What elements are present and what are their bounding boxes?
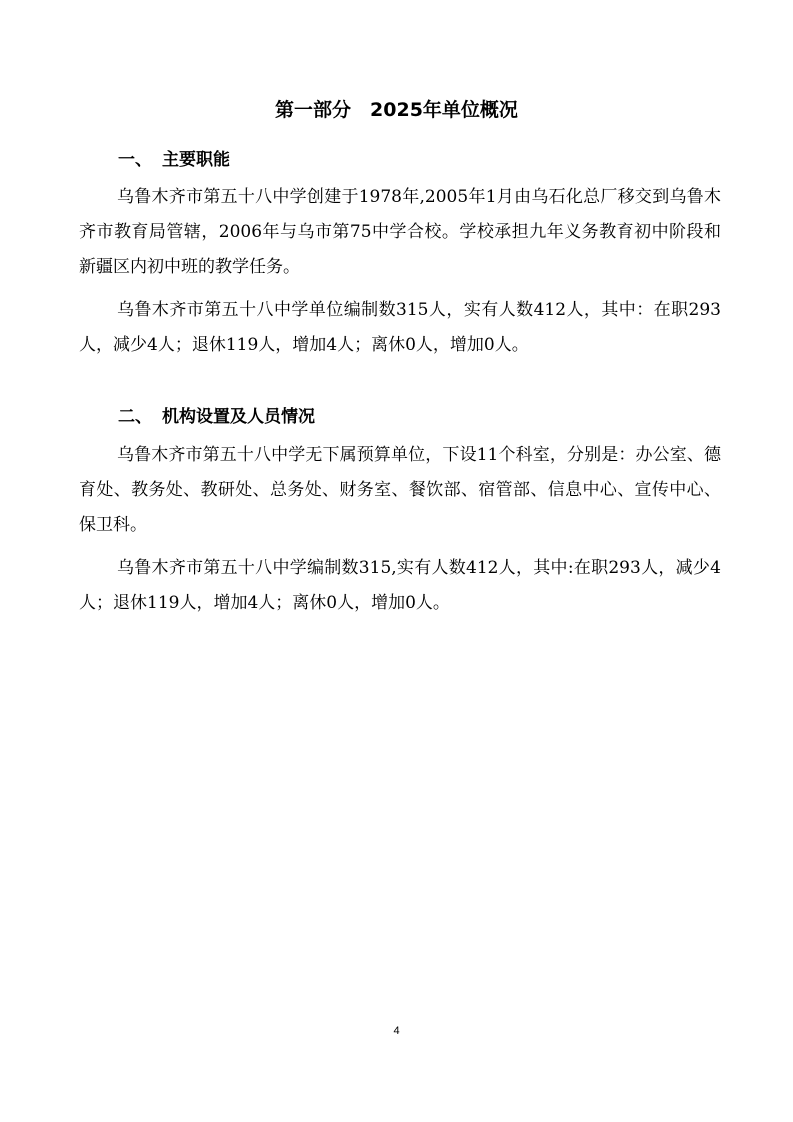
section-heading-text: 主要职能 [162, 150, 230, 170]
paragraph-school-history: 乌鲁木齐市第五十八中学创建于1978年,2005年1月由乌石化总厂移交到乌鲁木齐市教育局管辖，2006年与乌市第75中学合校。学校承担九年义务教育初中阶段和新疆区内初中班的教学任务。 [79, 187, 721, 277]
page-title: 第一部分 2025年单位概况 [275, 99, 518, 121]
section-number: 一、 [118, 150, 152, 170]
section-heading-text: 机构设置及人员情况 [162, 407, 315, 427]
section-number: 二、 [118, 407, 152, 427]
section-heading-organization [118, 404, 315, 430]
paragraph-staffing-summary: 乌鲁木齐市第五十八中学单位编制数315人，实有人数412人，其中：在职293人，减少4人；退休119人，增加4人；离休0人，增加0人。 [79, 300, 721, 355]
paragraph-staffing-detail: 乌鲁木齐市第五十八中学编制数315,实有人数412人，其中:在职293人，减少4人；退休119人，增加4人；离休0人，增加0人。 [79, 558, 721, 613]
page-number: 4 [393, 1025, 400, 1037]
section-heading-main-functions [118, 147, 230, 173]
paragraph-departments: 乌鲁木齐市第五十八中学无下属预算单位，下设11个科室，分别是：办公室、德育处、教务处、教研处、总务处、财务室、餐饮部、宿管部、信息中心、宣传中心、保卫科。 [79, 445, 721, 535]
